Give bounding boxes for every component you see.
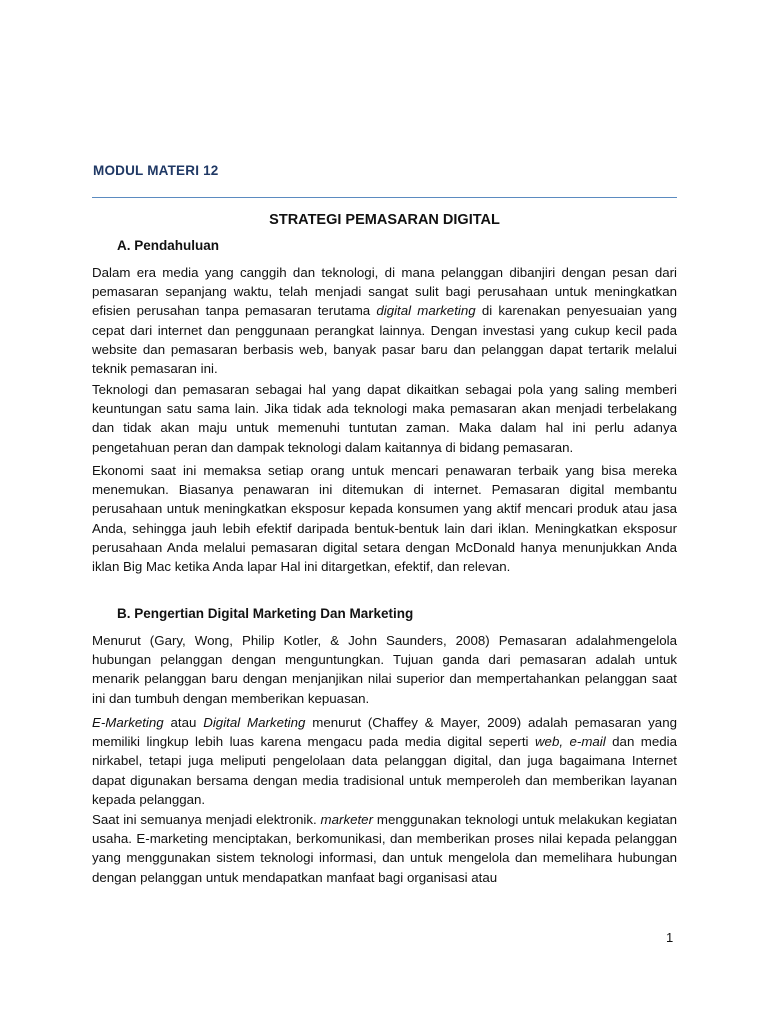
document-title: STRATEGI PEMASARAN DIGITAL bbox=[269, 212, 500, 228]
section-a-heading: A. Pendahuluan bbox=[117, 238, 220, 253]
page-number: 1 bbox=[666, 930, 674, 945]
text-run: Saat ini semuanya menjadi elektronik. bbox=[92, 812, 321, 827]
emphasis-digital-marketing: digital marketing bbox=[376, 303, 476, 319]
text-run: atau bbox=[163, 715, 204, 730]
text-run: menurut (Chaffey & Mayer, 2009) adalah pemasaran yang memiliki lingkup lebih luas karena mengacu pada media digital seperti bbox=[92, 715, 677, 750]
section-a-paragraph-2: Teknologi dan pemasaran sebagai hal yang dapat dikaitkan sebagai pola yang saling memberi keuntungan satu sama lain. Jika tidak ada teknologi maka pemasaran akan menjadi terbelakang dan tidak akan maju untuk memenuhi tuntutan zaman. Maka dalam hal ini perlu adanya pengetahuan peran dan dampak teknologi dalam kaitannya di bidang pemasaran. bbox=[92, 382, 677, 455]
section-b-heading: B. Pengertian Digital Marketing Dan Marketing bbox=[117, 606, 414, 621]
emphasis-marketer: marketer bbox=[320, 812, 374, 827]
section-b-paragraph-3 bbox=[92, 810, 677, 887]
emphasis-web-email: web, e-mail bbox=[534, 734, 606, 750]
section-a-paragraph-1 bbox=[92, 263, 677, 378]
section-b-paragraph-2 bbox=[92, 713, 677, 809]
section-a-paragraph-3: Ekonomi saat ini memaksa setiap orang untuk mencari penawaran terbaik yang bisa mereka menemukan. Biasanya penawaran ini ditemukan di internet. Pemasaran digital membantu perusahaan untuk meningkatkan eksposur kepada konsumen yang aktif mencari produk atau jasa Anda, sehingga jauh lebih efektif daripada bentuk-bentuk lain dari iklan. Meningkatkan eksposur perusahaan Anda melalui pemasaran digital setara dengan McDonald hanya menunjukkan Anda iklan Big Mac ketika Anda lapar Hal ini ditargetkan, efektif, dan relevan. bbox=[92, 463, 677, 575]
text-run: di karenakan penyesuaian yang cepat dari internet dan penggunaan perangkat lainnya. Dengan investasi yang cukup kecil pada website dan pemasaran berbasis web, banyak pasar baru dan pelanggan dapat tertarik melalui teknik pemasaran ini. bbox=[92, 303, 677, 377]
module-label: MODUL MATERI 12 bbox=[93, 163, 219, 178]
text-run: Dalam era media yang canggih dan teknologi, di mana pelanggan dibanjiri dengan pesan dari pemasaran sepanjang waktu, telah menjadi sangat sulit bagi perusahaan untuk meningkatkan efisien perusahan tanpa pemasaran terutama bbox=[92, 265, 677, 319]
header-rule bbox=[92, 197, 677, 198]
emphasis-digital-marketing: Digital Marketing bbox=[203, 715, 306, 730]
text-run: menggunakan teknologi untuk melakukan kegiatan usaha. E-marketing menciptakan, berkomunikasi, dan memberikan proses nilai kepada pelanggan yang menggunakan sistem teknologi informasi, dan untuk mengelola dan memelihara hubungan dengan pelanggan untuk mendapatkan manfaat bagi organisasi atau bbox=[92, 812, 677, 885]
text-run: dan media nirkabel, tetapi juga meliputi pengelolaan data pelanggan digital, dan juga bagaimana Internet dapat digunakan bersama dengan media tradisional untuk memperoleh dan memberikan layanan kepada pelanggan. bbox=[92, 734, 678, 807]
section-b-paragraph-1: Menurut (Gary, Wong, Philip Kotler, & John Saunders, 2008) Pemasaran adalahmengelola hubungan pelanggan dengan menguntungkan. Tujuan ganda dari pemasaran adalah untuk menarik pelanggan baru dengan menjanjikan nilai superior dan mempertahankan pelanggan saat ini dan tumbuh dengan memberikan kepuasan. bbox=[92, 633, 677, 706]
emphasis-e-marketing: E-Marketing bbox=[92, 715, 164, 730]
